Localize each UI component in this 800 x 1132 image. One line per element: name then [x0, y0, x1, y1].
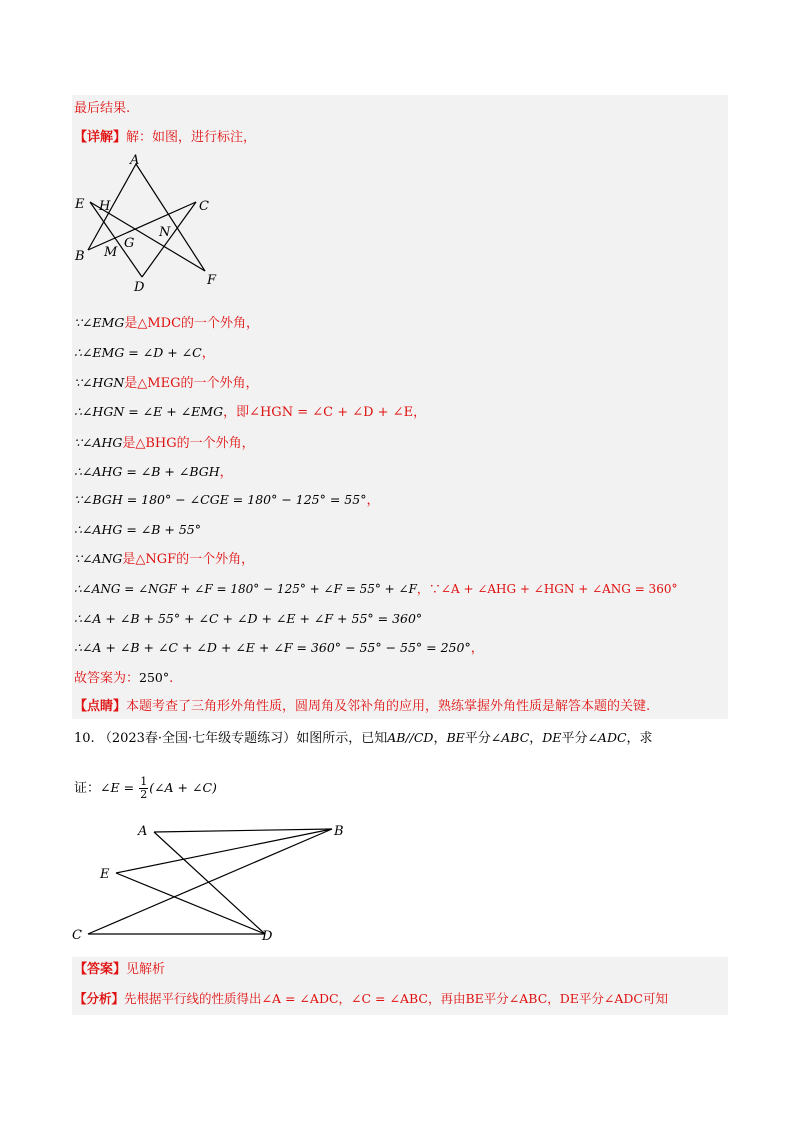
answer-value: 250° — [139, 670, 170, 685]
analysis-text: 先根据平行线的性质得出∠A = ∠ADC，∠C = ∠ABC，再由BE平分∠ABC，DE平分∠ADC可知 — [124, 991, 668, 1006]
detail-head: 【详解】 — [74, 130, 127, 145]
fig1-label-d: D — [134, 280, 145, 295]
detail-line — [74, 129, 256, 147]
detail-text: 解：如图，进行标注， — [126, 130, 257, 145]
comment-text: 本题考查了三角形外角性质，圆周角及邻补角的应用，熟练掌握外角性质是解答本题的关键. — [126, 699, 651, 714]
step-10: ∴∠ANG = ∠NGF + ∠F = 180° − 125° + ∠F = 55° + ∠F，∵∠A + ∠AHG + ∠HGN + ∠ANG = 360° — [74, 582, 678, 596]
fig2-label-b: B — [334, 824, 344, 839]
step-3: ∵∠HGN是△MEG的一个外角， — [74, 375, 259, 391]
step-6: ∴∠AHG = ∠B + ∠BGH， — [74, 464, 233, 480]
fraction: $\frac{1}{2}$ — [140, 775, 148, 801]
step-8: ∴∠AHG = ∠B + 55° — [74, 522, 201, 537]
comment-line — [74, 698, 650, 716]
fig1-label-m: M — [104, 245, 118, 260]
top-text: 最后结果. — [74, 101, 131, 116]
q10-number: 10. — [74, 731, 95, 746]
answer-label: 故答案为： — [74, 671, 140, 686]
fig1-label-e: E — [75, 197, 85, 212]
fig1-label-g: G — [124, 236, 135, 251]
analysis-head: 【分析】 — [74, 991, 125, 1006]
fig1-label-b: B — [75, 249, 85, 264]
step-11: ∴∠A + ∠B + 55° + ∠C + ∠D + ∠E + ∠F + 55° = 360° — [74, 611, 423, 626]
q10-source: （2023春·全国·七年级专题练习） — [98, 731, 297, 746]
comment-head: 【点睛】 — [74, 699, 127, 714]
step-1: ∵∠EMG是△MDC的一个外角， — [74, 315, 260, 331]
fig1-label-c: C — [199, 199, 209, 214]
step-4: ∴∠HGN = ∠E + ∠EMG，即∠HGN = ∠C + ∠D + ∠E， — [74, 404, 427, 420]
fig1-label-h: H — [99, 199, 111, 214]
q10-line: 10. （2023春·全国·七年级专题练习）如图所示，已知AB//CD，BE平分∠ABC，DE平分∠ADC，求 — [74, 730, 653, 746]
step-9: ∵∠ANG是△NGF的一个外角， — [74, 551, 255, 567]
answer2-line — [74, 961, 165, 979]
step-12: ∴∠A + ∠B + ∠C + ∠D + ∠E + ∠F = 360° − 55° − 55° = 250°， — [74, 640, 484, 656]
step-5: ∵∠AHG是△BHG的一个外角， — [74, 435, 255, 451]
fig1-label-a: A — [130, 153, 140, 168]
star-figure — [74, 150, 222, 295]
fig1-label-n: N — [159, 225, 171, 240]
step-2: ∴∠EMG = ∠D + ∠C， — [74, 345, 215, 361]
fig1-label-f: F — [207, 273, 217, 288]
answer-line: 故答案为：250°. — [74, 670, 174, 686]
analysis-line — [74, 990, 668, 1008]
answer2-text: 见解析 — [126, 962, 166, 977]
q10-prove-line: 证：∠E = $\frac{1}{2}$ (∠A + ∠C) — [74, 775, 217, 801]
fig2-label-c: C — [72, 928, 82, 943]
fig2-label-e: E — [100, 867, 110, 882]
step-7: ∵∠BGH = 180° − ∠CGE = 180° − 125° = 55°， — [74, 492, 380, 508]
answer2-head: 【答案】 — [74, 962, 127, 977]
fig2-label-a: A — [138, 824, 148, 839]
parallel-figure — [70, 818, 350, 946]
fig2-label-d: D — [262, 929, 273, 944]
